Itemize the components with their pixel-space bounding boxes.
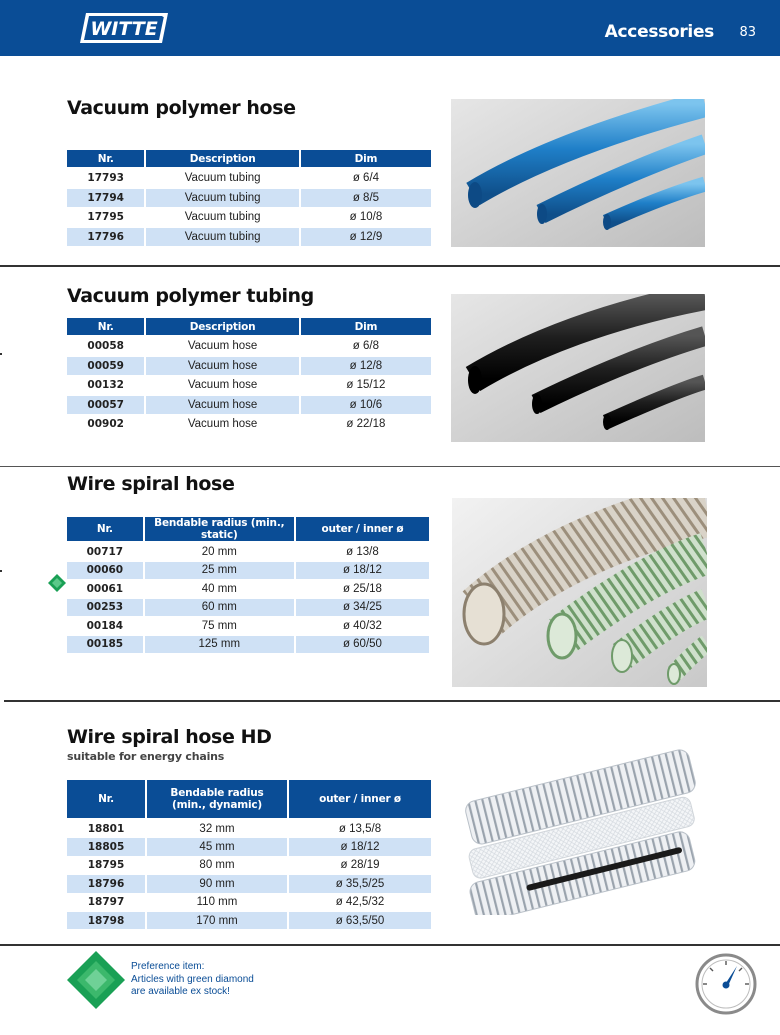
dimension-cell: ø 28/19 bbox=[289, 857, 431, 875]
dimension-cell: ø 63,5/50 bbox=[289, 912, 431, 930]
article-number: 00253 bbox=[67, 599, 143, 618]
preference-diamond-icon bbox=[48, 574, 66, 592]
legend-line: are available ex stock! bbox=[131, 986, 230, 997]
wire-spiral-hose-photo bbox=[452, 498, 707, 687]
description-cell: 25 mm bbox=[145, 562, 294, 581]
article-number: 17795 bbox=[67, 208, 144, 228]
table-header-row bbox=[67, 150, 431, 169]
description-cell: 45 mm bbox=[147, 838, 287, 856]
table-header-row bbox=[67, 517, 429, 543]
description-cell: 60 mm bbox=[145, 599, 294, 618]
article-number: 17794 bbox=[67, 189, 144, 209]
table-row bbox=[67, 580, 429, 599]
table-header-row bbox=[67, 780, 431, 820]
black-vacuum-hose-photo bbox=[451, 294, 705, 442]
description-cell: Vacuum hose bbox=[146, 376, 298, 396]
page-number: 83 bbox=[739, 25, 756, 40]
section-title: Vacuum polymer tubing bbox=[67, 285, 314, 307]
table-row bbox=[67, 599, 429, 618]
section-title: Vacuum polymer hose bbox=[67, 97, 296, 119]
product-table bbox=[65, 517, 431, 654]
preference-diamond-icon bbox=[67, 951, 125, 1009]
table-row bbox=[67, 912, 431, 930]
column-header: Description bbox=[146, 150, 299, 169]
dimension-cell: ø 40/32 bbox=[296, 617, 429, 636]
article-number: 00185 bbox=[67, 636, 143, 655]
dimension-cell: ø 18/12 bbox=[296, 562, 429, 581]
dimension-cell: ø 34/25 bbox=[296, 599, 429, 618]
description-cell: Vacuum tubing bbox=[146, 228, 299, 248]
column-header: Description bbox=[146, 318, 298, 337]
section-divider bbox=[4, 700, 780, 702]
article-number: 00057 bbox=[67, 396, 144, 416]
column-header: Bendable radius (min., dynamic) bbox=[147, 780, 287, 820]
article-number: 00061 bbox=[67, 580, 143, 599]
table-row bbox=[67, 189, 431, 209]
column-header: outer / inner ø bbox=[296, 517, 429, 543]
description-cell: 90 mm bbox=[147, 875, 287, 893]
dimension-cell: ø 10/6 bbox=[301, 396, 431, 416]
table-header-row bbox=[67, 318, 431, 337]
column-header: Dim bbox=[301, 318, 431, 337]
dimension-cell: ø 12/9 bbox=[301, 228, 431, 248]
table-row bbox=[67, 875, 431, 893]
product-table bbox=[65, 318, 433, 435]
section-divider bbox=[0, 944, 780, 946]
table-row bbox=[67, 894, 431, 912]
description-cell: 80 mm bbox=[147, 857, 287, 875]
column-header: Nr. bbox=[67, 517, 143, 543]
gauge-icon bbox=[694, 952, 758, 1016]
section-title: Wire spiral hose bbox=[67, 473, 235, 495]
margin-mark bbox=[0, 570, 2, 572]
table-row bbox=[67, 636, 429, 655]
dimension-cell: ø 60/50 bbox=[296, 636, 429, 655]
table-row bbox=[67, 838, 431, 856]
article-number: 18798 bbox=[67, 912, 145, 930]
article-number: 00059 bbox=[67, 357, 144, 377]
column-header: Nr. bbox=[67, 150, 144, 169]
article-number: 00058 bbox=[67, 337, 144, 357]
table-row bbox=[67, 617, 429, 636]
description-cell: 75 mm bbox=[145, 617, 294, 636]
table-row bbox=[67, 337, 431, 357]
description-cell: Vacuum tubing bbox=[146, 169, 299, 189]
description-cell: 125 mm bbox=[145, 636, 294, 655]
description-cell: 20 mm bbox=[145, 543, 294, 562]
article-number: 00184 bbox=[67, 617, 143, 636]
dimension-cell: ø 13/8 bbox=[296, 543, 429, 562]
description-cell: Vacuum hose bbox=[146, 415, 298, 435]
article-number: 17793 bbox=[67, 169, 144, 189]
section-subtitle: suitable for energy chains bbox=[67, 750, 225, 763]
column-header: Bendable radius (min., static) bbox=[145, 517, 294, 543]
table-row bbox=[67, 543, 429, 562]
table-row bbox=[67, 376, 431, 396]
dimension-cell: ø 25/18 bbox=[296, 580, 429, 599]
table-row bbox=[67, 169, 431, 189]
table-row bbox=[67, 562, 429, 581]
column-header: Dim bbox=[301, 150, 431, 169]
article-number: 18797 bbox=[67, 894, 145, 912]
table-row bbox=[67, 228, 431, 248]
section-divider bbox=[0, 466, 780, 467]
table-row bbox=[67, 820, 431, 838]
description-cell: Vacuum tubing bbox=[146, 189, 299, 209]
description-cell: Vacuum hose bbox=[146, 357, 298, 377]
table-row bbox=[67, 357, 431, 377]
article-number: 00902 bbox=[67, 415, 144, 435]
witte-logo bbox=[78, 11, 170, 45]
preference-legend bbox=[131, 961, 254, 999]
column-header: outer / inner ø bbox=[289, 780, 431, 820]
description-cell: Vacuum tubing bbox=[146, 208, 299, 228]
dimension-cell: ø 8/5 bbox=[301, 189, 431, 209]
dimension-cell: ø 6/8 bbox=[301, 337, 431, 357]
article-number: 18801 bbox=[67, 820, 145, 838]
table-row bbox=[67, 396, 431, 416]
article-number: 00060 bbox=[67, 562, 143, 581]
table-row bbox=[67, 208, 431, 228]
article-number: 17796 bbox=[67, 228, 144, 248]
table-row bbox=[67, 415, 431, 435]
legend-line: Preference item: bbox=[131, 961, 205, 972]
blue-vacuum-tubing-photo bbox=[451, 99, 705, 247]
article-number: 18805 bbox=[67, 838, 145, 856]
header-title: Accessories bbox=[604, 22, 714, 42]
dimension-cell: ø 42,5/32 bbox=[289, 894, 431, 912]
dimension-cell: ø 15/12 bbox=[301, 376, 431, 396]
dimension-cell: ø 6/4 bbox=[301, 169, 431, 189]
description-cell: 40 mm bbox=[145, 580, 294, 599]
column-header: Nr. bbox=[67, 318, 144, 337]
dimension-cell: ø 10/8 bbox=[301, 208, 431, 228]
margin-mark bbox=[0, 353, 2, 355]
wire-spiral-hose-hd-photo bbox=[455, 735, 705, 915]
description-cell: Vacuum hose bbox=[146, 337, 298, 357]
article-number: 18796 bbox=[67, 875, 145, 893]
description-cell: Vacuum hose bbox=[146, 396, 298, 416]
dimension-cell: ø 12/8 bbox=[301, 357, 431, 377]
article-number: 18795 bbox=[67, 857, 145, 875]
legend-line: Articles with green diamond bbox=[131, 973, 254, 985]
section-divider bbox=[0, 265, 780, 267]
dimension-cell: ø 18/12 bbox=[289, 838, 431, 856]
dimension-cell: ø 13,5/8 bbox=[289, 820, 431, 838]
description-cell: 170 mm bbox=[147, 912, 287, 930]
description-cell: 110 mm bbox=[147, 894, 287, 912]
description-cell: 32 mm bbox=[147, 820, 287, 838]
article-number: 00717 bbox=[67, 543, 143, 562]
section-title: Wire spiral hose HD bbox=[67, 726, 272, 748]
brand-name: WITTE bbox=[90, 18, 158, 40]
dimension-cell: ø 22/18 bbox=[301, 415, 431, 435]
dimension-cell: ø 35,5/25 bbox=[289, 875, 431, 893]
article-number: 00132 bbox=[67, 376, 144, 396]
column-header: Nr. bbox=[67, 780, 145, 820]
product-table bbox=[65, 780, 433, 930]
header-bar bbox=[0, 0, 780, 56]
product-table bbox=[65, 150, 433, 247]
table-row bbox=[67, 857, 431, 875]
